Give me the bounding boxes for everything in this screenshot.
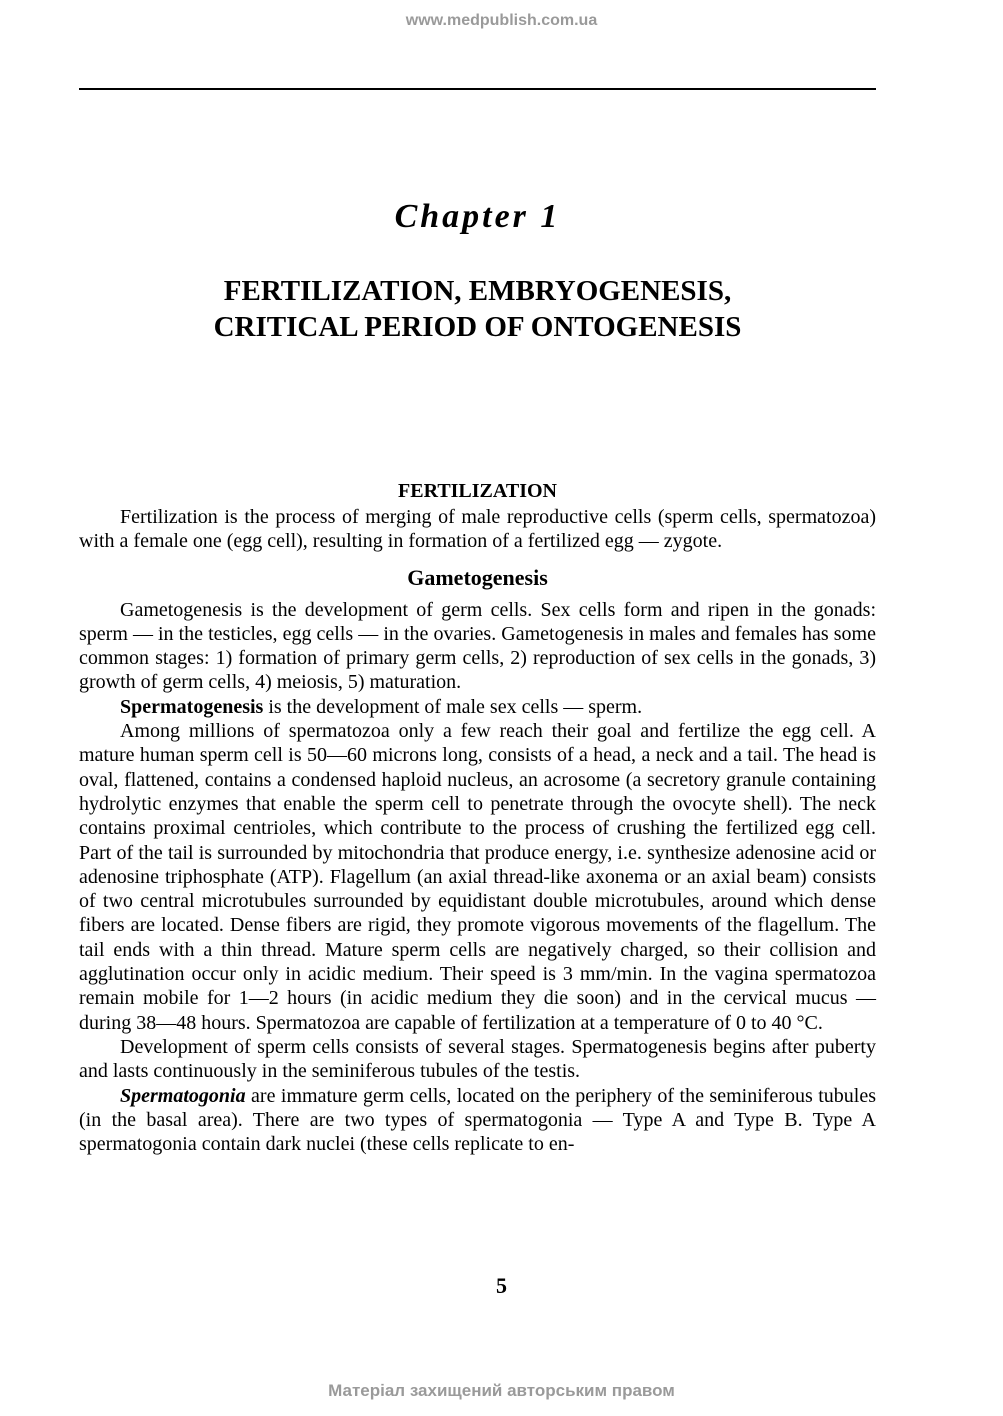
header-watermark: www.medpublish.com.ua — [405, 12, 598, 29]
spermatogonia-definition: are immature germ cells, located on the periphery of the seminiferous tubules (in the basal area). There are two types of spermatogonia — Type A and Type B. Type A spermatogonia contain dark nuclei (these cells replicate to en- — [79, 1084, 876, 1156]
chapter-title-line2: CRITICAL PERIOD OF ONTOGENESIS — [213, 311, 742, 343]
footer-watermark: Матеріал захищений авторським правом — [328, 1381, 675, 1400]
sperm-cell-paragraph: Among millions of spermatozoa only a few reach their goal and fertilize the egg cell. A mature human sperm cell is 50—60 microns long, consists of a head, a neck and a tail. The head is oval, flattened, contains a condensed haploid nucleus, an acrosome (a secretory granule containing hydrolytic enzymes that enable the sperm cell to penetrate through the ovocyte shell). The neck contains proximal centrioles, which contribute to the process of crushing the fertilized egg cell. Part of the tail is surrounded by mitochondria that produce energy, i.e. synthesize adenosine acid or adenosine triphosphate (ATP). Flagellum (an axial thread-like axonema or an axial beam) consists of two central microtubules surrounded by equidistant double microtubules, around which dense fibers are located. Dense fibers are rigid, they promote vigorous movements of the flagellum. The tail ends with a thin thread. Mature sperm cells are negatively charged, so their collision and agglutination occur only in acidic medium. Their speed is 3 mm/min. In the vagina spermatozoa remain mobile for 1—2 hours (in acidic medium they die soon) and in the cervical mucus — during 38—48 hours. Spermatozoa are capable of fertilization at a temperature of 0 to 40 °C. — [79, 720, 876, 1034]
subsection-heading: Gametogenesis — [407, 564, 548, 590]
spermatogonia-term: Spermatogonia — [120, 1084, 246, 1107]
header-rule — [79, 88, 876, 90]
chapter-title-line1: FERTILIZATION, EMBRYOGENESIS, — [223, 275, 732, 307]
chapter-label: Chapter 1 — [394, 198, 561, 235]
page-number: 5 — [496, 1273, 507, 1298]
development-paragraph: Development of sperm cells consists of several stages. Spermatogenesis begins after puberty and lasts continuously in the seminiferous tubules of the testis. — [79, 1035, 876, 1083]
gametogenesis-paragraph: Gametogenesis is the development of germ cells. Sex cells form and ripen in the gonads: sperm — in the testicles, egg cells — in the ovaries. Gametogenesis in males and females has some common stages: 1) formation of primary germ cells, 2) reproduction of sex cells in the gonads, 3) growth of germ cells, 4) meiosis, 5) maturation. — [79, 598, 876, 694]
body-text — [79, 477, 876, 1156]
section-heading: FERTILIZATION — [398, 480, 557, 502]
spermatogonia-paragraph — [79, 1084, 876, 1157]
chapter-title — [79, 273, 876, 345]
spermatogenesis-definition: is the development of male sex cells — sperm. — [263, 695, 643, 718]
spermatogenesis-term: Spermatogenesis — [120, 695, 264, 718]
section-intro-paragraph: Fertilization is the process of merging of male reproductive cells (sperm cells, spermatozoa) with a female one (egg cell), resulting in formation of a fertilized egg — zygote. — [79, 506, 876, 553]
spermatogenesis-paragraph — [79, 695, 876, 719]
